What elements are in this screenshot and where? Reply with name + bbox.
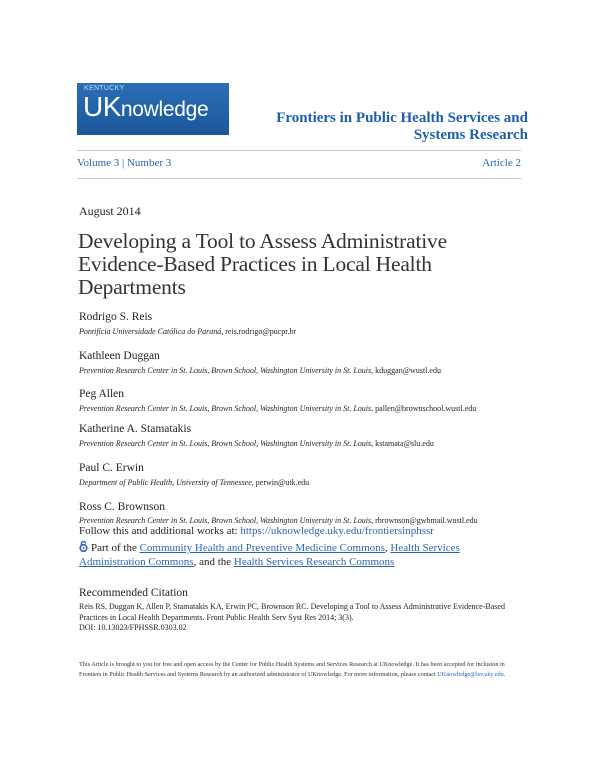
follow-text: Follow this and additional works at: <box>79 525 238 537</box>
author-affiliation: Prevention Research Center in St. Louis, Brown School, Washington University in St. Louis, rbrownson@gwbmail.wustl.edu <box>79 516 478 525</box>
author-email[interactable]: reis.rodrigo@pucpr.br <box>225 327 297 336</box>
affiliation-text: Prevention Research Center in St. Louis, Brown School, Washington University in St. Louis <box>79 366 372 375</box>
affiliation-text: Pontifícia Universidade Católica do Paraná <box>79 327 222 336</box>
author-name: Peg Allen <box>79 388 125 400</box>
issue-line <box>77 157 521 171</box>
author-email[interactable]: rbrownson@gwbmail.wustl.edu <box>375 516 478 525</box>
citation-doi: DOI: 10.13023/FPHSSR.0303.02 <box>79 623 187 632</box>
affiliation-text: Prevention Research Center in St. Louis, Brown School, Washington University in St. Louis <box>79 439 372 448</box>
affiliation-text: Prevention Research Center in St. Louis, Brown School, Washington University in St. Louis <box>79 404 372 413</box>
publication-date: August 2014 <box>79 204 141 218</box>
affiliation-text: Department of Public Health, University of Tennessee <box>79 478 252 487</box>
author-name: Rodrigo S. Reis <box>79 311 153 323</box>
journal-title-line-2: Systems Research <box>413 127 528 143</box>
citation-line: Reis RS, Duggan K, Allen P, Stamatakis KA, Erwin PC, Brownson RC. Developing a Tool to Assess Administrative Evidence-Based <box>79 602 505 611</box>
commons-link-community-health[interactable]: Community Health and Preventive Medicine Commons <box>139 542 385 554</box>
author-name: Katherine A. Stamatakis <box>79 423 192 435</box>
article-link[interactable]: Article 2 <box>482 157 521 169</box>
logo-kentucky-text: KENTUCKY <box>84 85 125 92</box>
author-affiliation: Prevention Research Center in St. Louis, Brown School, Washington University in St. Louis, pallen@brownschool.wustl.edu <box>79 404 477 413</box>
open-access-icon <box>79 541 88 552</box>
commons-link-health-services-admin[interactable]: Health Services Administration Commons <box>79 542 460 568</box>
logo-rest-text: nowledge <box>120 98 209 121</box>
part-of-prefix: Part of the <box>91 542 137 554</box>
author-name: Ross C. Brownson <box>79 501 165 513</box>
volume-number <box>77 157 171 169</box>
journal-title[interactable] <box>228 110 528 144</box>
header-rule-bottom <box>77 178 521 179</box>
uknowledge-logo[interactable] <box>77 83 229 135</box>
author-email[interactable]: perwin@utk.edu <box>255 478 310 487</box>
follow-line <box>79 525 434 537</box>
issue-separator: | <box>122 157 125 169</box>
volume-link[interactable]: Volume 3 <box>77 157 120 169</box>
commons-separator: , and the <box>193 556 232 568</box>
number-link[interactable]: Number 3 <box>126 157 172 169</box>
recommended-citation <box>79 602 519 634</box>
author-affiliation: Department of Public Health, University of Tennessee, perwin@utk.edu <box>79 478 310 487</box>
author-email[interactable]: pallen@brownschool.wustl.edu <box>375 404 477 413</box>
header-rule-top <box>77 150 521 151</box>
author-email[interactable]: kduggan@wustl.edu <box>375 366 441 375</box>
journal-title-line-1: Frontiers in Public Health Services and <box>276 110 528 126</box>
footer-end: . <box>503 671 506 678</box>
access-footer <box>79 660 519 680</box>
article-title: Developing a Tool to Assess Administrative Evidence-Based Practices in Local Health Departments <box>78 229 447 299</box>
affiliation-text: Prevention Research Center in St. Louis, Brown School, Washington University in St. Louis <box>79 516 372 525</box>
logo-wordmark <box>83 93 208 121</box>
author-affiliation: Prevention Research Center in St. Louis, Brown School, Washington University in St. Louis, kduggan@wustl.edu <box>79 366 441 375</box>
footer-text: This Article is brought to you for free and open access by the Center for Public Health Systems and Services Research at UKnowledge. It has been accepted for inclusion in Frontiers in Public Health Services and Systems Research by an authorized administrator of UKnowledge. For more information, please contact <box>79 661 505 678</box>
follow-url-link[interactable]: https://uknowledge.uky.edu/frontiersinphssr <box>240 525 434 537</box>
recommended-citation-heading: Recommended Citation <box>79 587 188 599</box>
author-email[interactable]: kstamata@slu.edu <box>375 439 434 448</box>
citation-line: Practices in Local Health Departments. Front Public Health Serv Syst Res 2014; 3(3). <box>79 612 354 622</box>
author-affiliation: Prevention Research Center in St. Louis, Brown School, Washington University in St. Louis, kstamata@slu.edu <box>79 439 434 448</box>
commons-link-health-services-research[interactable]: Health Services Research Commons <box>233 556 395 568</box>
commons-separator: , <box>384 542 388 554</box>
author-affiliation: Pontifícia Universidade Católica do Paraná, reis.rodrigo@pucpr.br <box>79 327 297 336</box>
logo-uk-text: UK <box>83 91 121 122</box>
author-name: Paul C. Erwin <box>79 462 144 474</box>
author-name: Kathleen Duggan <box>79 350 160 362</box>
part-of-commons <box>79 541 499 569</box>
footer-contact-email[interactable]: UKnowledge@lsv.uky.edu <box>437 671 504 678</box>
